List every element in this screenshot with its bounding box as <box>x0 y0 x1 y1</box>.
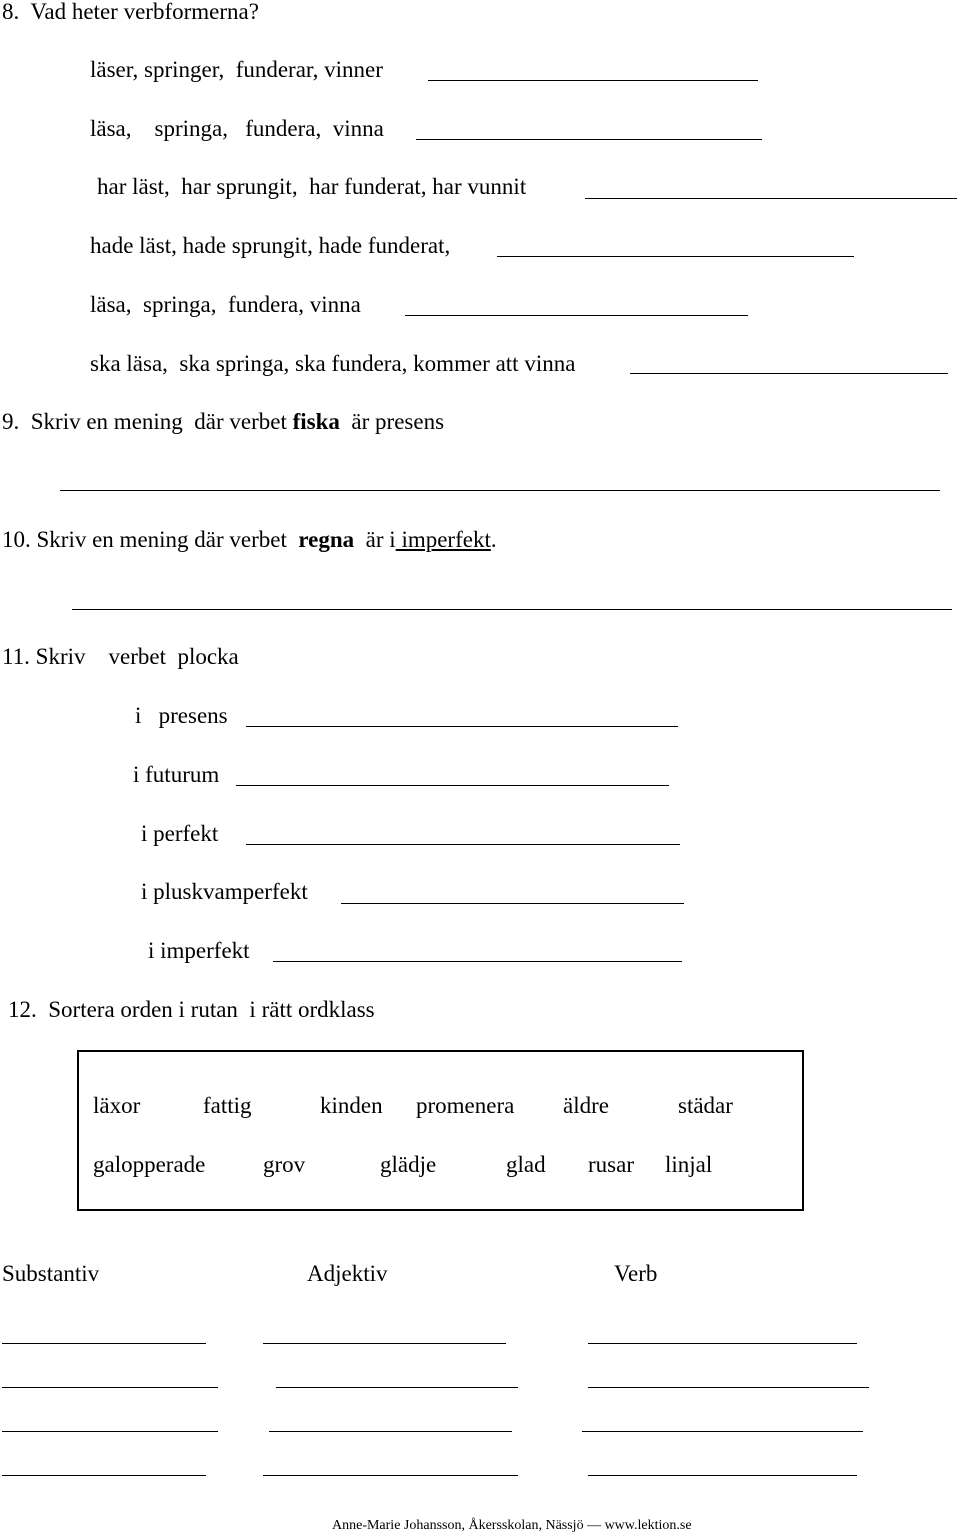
adjektiv-line-4[interactable] <box>263 1475 518 1476</box>
q9-prefix: 9. Skriv en mening där verbet <box>2 409 293 434</box>
q8-row-5: läsa, springa, fundera, vinna <box>90 292 361 317</box>
q8-row-3: har läst, har sprungit, har funderat, har vunnit <box>97 174 527 199</box>
substantiv-line-1[interactable] <box>2 1343 206 1344</box>
substantiv-line-3[interactable] <box>2 1431 218 1432</box>
q8-answer-line-4[interactable] <box>497 256 854 257</box>
q11-item-perfekt: i perfekt <box>141 821 219 846</box>
word-grov[interactable]: grov <box>263 1152 306 1177</box>
q9-answer-line[interactable] <box>60 490 940 491</box>
q9-verb: fiska <box>292 409 340 434</box>
q8-row-2: läsa, springa, fundera, vinna <box>90 116 384 141</box>
q10-prompt <box>2 528 497 551</box>
word-linjal[interactable]: linjal <box>665 1152 713 1177</box>
q10-tense: imperfekt <box>395 527 491 552</box>
word-gladje[interactable]: glädje <box>380 1152 437 1177</box>
q11-item-presens: i presens <box>135 703 228 728</box>
adjektiv-line-1[interactable] <box>263 1343 506 1344</box>
q8-answer-line-2[interactable] <box>416 139 762 140</box>
q8-title: 8. Vad heter verbformerna? <box>2 0 259 24</box>
footer-credit: Anne-Marie Johansson, Åkersskolan, Nässjö — www.lektion.se <box>332 1518 692 1533</box>
word-fattig[interactable]: fattig <box>203 1093 252 1118</box>
word-aldre[interactable]: äldre <box>563 1093 609 1118</box>
q9-prompt <box>2 410 444 433</box>
q8-row-1: läser, springer, funderar, vinner <box>90 57 383 82</box>
category-verb: Verb <box>614 1261 658 1286</box>
verb-line-2[interactable] <box>588 1387 869 1388</box>
q11-item-imperfekt: i imperfekt <box>148 938 250 963</box>
q12-title: 12. Sortera orden i rutan i rätt ordklass <box>8 997 375 1022</box>
q11-answer-line-perfekt[interactable] <box>246 844 680 845</box>
word-stadar[interactable]: städar <box>678 1093 733 1118</box>
q8-row-4: hade läst, hade sprungit, hade funderat, <box>90 233 451 258</box>
category-adjektiv: Adjektiv <box>307 1261 388 1286</box>
word-rusar[interactable]: rusar <box>588 1152 634 1177</box>
q11-answer-line-presens[interactable] <box>246 726 678 727</box>
q11-title: 11. Skriv verbet plocka <box>2 644 239 669</box>
word-box <box>77 1050 804 1211</box>
word-galopperade[interactable]: galopperade <box>93 1152 206 1177</box>
q11-item-pluskvamperfekt: i pluskvamperfekt <box>141 879 308 904</box>
substantiv-line-2[interactable] <box>2 1387 218 1388</box>
q10-verb: regna <box>298 527 355 552</box>
q11-item-futurum: i futurum <box>133 762 220 787</box>
q8-answer-line-6[interactable] <box>630 373 948 374</box>
adjektiv-line-3[interactable] <box>269 1431 512 1432</box>
q8-row-6: ska läsa, ska springa, ska fundera, kommer att vinna <box>90 351 576 376</box>
q8-answer-line-5[interactable] <box>405 315 748 316</box>
verb-line-3[interactable] <box>582 1431 863 1432</box>
word-promenera[interactable]: promenera <box>416 1093 515 1118</box>
adjektiv-line-2[interactable] <box>276 1387 518 1388</box>
q9-suffix: är presens <box>339 409 445 434</box>
q10-prefix: 10. Skriv en mening där verbet <box>2 527 299 552</box>
word-glad[interactable]: glad <box>506 1152 546 1177</box>
q8-answer-line-3[interactable] <box>585 198 957 199</box>
q11-answer-line-futurum[interactable] <box>236 785 669 786</box>
q11-answer-line-pluskvamperfekt[interactable] <box>341 903 684 904</box>
q10-answer-line[interactable] <box>72 609 952 610</box>
q11-answer-line-imperfekt[interactable] <box>273 961 682 962</box>
q10-suffix: . <box>490 527 497 552</box>
q10-mid: är i <box>354 527 396 552</box>
verb-line-1[interactable] <box>588 1343 857 1344</box>
verb-line-4[interactable] <box>588 1475 857 1476</box>
word-laxor[interactable]: läxor <box>93 1093 141 1118</box>
q8-answer-line-1[interactable] <box>428 80 758 81</box>
category-substantiv: Substantiv <box>2 1261 100 1286</box>
substantiv-line-4[interactable] <box>2 1475 206 1476</box>
word-kinden[interactable]: kinden <box>320 1093 383 1118</box>
